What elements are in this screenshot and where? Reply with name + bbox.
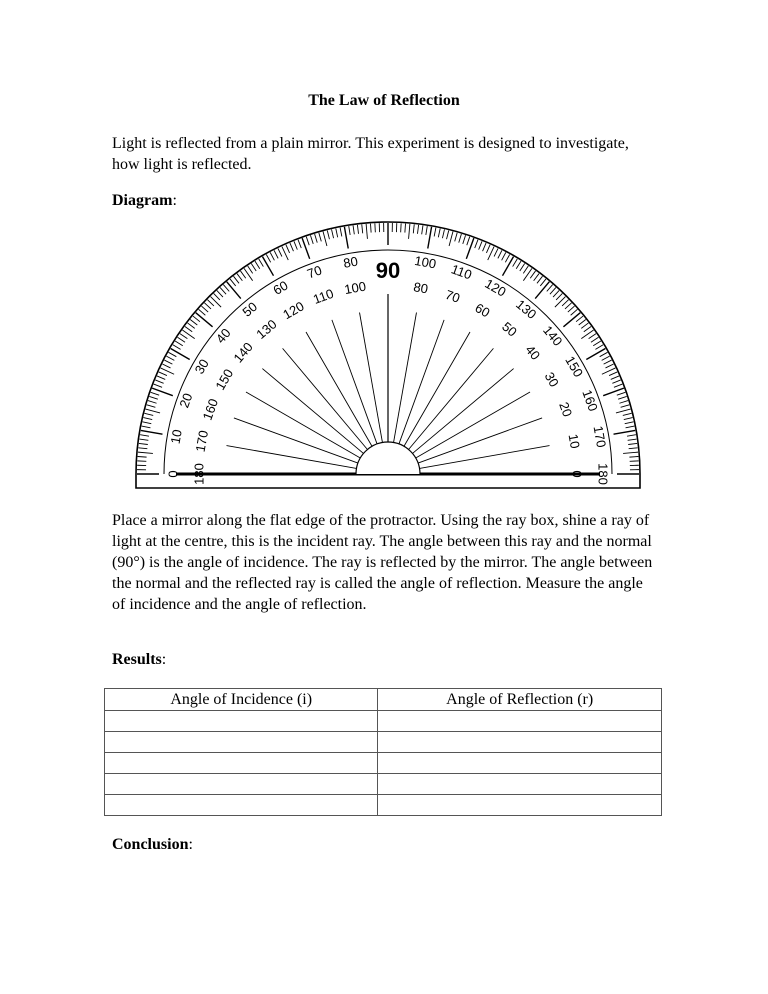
outer-scale-label: 20 [176,391,196,410]
degree-tick [591,337,599,342]
degree-tick [290,243,294,251]
degree-tick [349,226,350,235]
protractor-diagram [128,216,648,490]
radial-line [418,418,542,463]
degree-tick [553,290,559,297]
degree-tick [612,380,620,383]
degree-tick [523,268,532,280]
degree-tick [530,271,535,278]
radial-line [420,446,550,469]
outer-scale-label: 60 [270,277,291,298]
degree-tick [606,364,614,368]
degree-tick [502,252,506,260]
intro-paragraph: Light is reflected from a plain mirror. This experiment is designed to investigate, how light is reflected. [112,135,629,173]
degree-tick [563,313,580,327]
degree-tick [611,376,619,380]
degree-tick [556,293,562,299]
table-row [105,732,662,753]
degree-tick [409,224,410,239]
degree-tick [188,323,195,328]
degree-tick [618,396,627,399]
diagram-heading-label: Diagram [112,192,173,209]
degree-tick [323,232,327,246]
degree-tick [614,384,622,387]
degree-tick [581,330,593,339]
radial-line [306,332,372,446]
procedure-paragraph: Place a mirror along the flat edge of the protractor. Using the ray box, shine a ray of light at the centre, this is the incident ray. The angle between this ray and the normal (90°) is the angle of incidence. The ray is reflected by the mirror. The angle between the normal and the reflected ray is called the angle of reflection. Measure the angle of incidence and the angle of reflection. [112,512,653,613]
degree-tick [259,259,264,267]
outer-scale-label: 170 [590,424,610,449]
inner-scale-label: 110 [311,285,336,307]
degree-tick [614,430,636,434]
degree-tick [251,263,256,271]
degree-tick [628,443,637,444]
degree-tick [185,326,192,331]
degree-tick [602,356,610,360]
degree-tick [516,261,521,269]
degree-tick [306,237,309,246]
degree-tick [190,319,197,325]
degree-tick [595,345,603,350]
degree-tick [537,276,543,283]
degree-tick [154,384,162,387]
degree-tick [609,372,617,376]
degree-tick [248,266,253,273]
degree-tick [413,224,414,233]
degree-tick [503,257,514,276]
degree-tick [144,413,153,415]
degree-tick [619,401,628,404]
degree-tick [494,248,498,256]
degree-tick [571,309,578,315]
inner-scale-label: 30 [541,369,562,390]
inner-scale-label: 0 [569,470,585,478]
center-90-label: 90 [375,257,401,283]
radial-line [409,348,494,449]
degree-tick [143,418,152,420]
degree-tick [629,448,638,449]
degree-tick [366,224,367,239]
degree-tick [177,337,185,342]
degree-tick [162,364,170,368]
degree-tick [201,306,208,312]
degree-tick [159,372,167,376]
degree-tick [534,274,539,281]
degree-tick [565,303,572,309]
outer-scale-label: 120 [482,275,509,300]
degree-tick [315,234,318,243]
degree-tick [223,285,229,292]
degree-tick [584,326,591,331]
outer-scale-label: 80 [342,253,360,271]
results-heading-label: Results [112,651,162,668]
outer-scale-label: 160 [579,387,601,414]
degree-tick [227,282,241,299]
radial-line [332,320,377,444]
degree-tick [140,435,149,436]
inner-scale-label: 20 [556,399,576,419]
degree-tick [274,250,278,258]
table-row [105,795,662,816]
degree-tick [498,250,502,258]
degree-tick [447,230,449,239]
degree-tick [589,334,596,339]
inner-scale-label: 80 [412,279,430,297]
table-row [105,711,662,732]
degree-tick [230,279,236,286]
degree-tick [175,341,183,346]
inner-scale-label: 10 [565,432,583,450]
degree-tick [568,306,575,312]
degree-tick [405,224,406,233]
degree-tick [182,330,194,339]
degree-tick [147,405,156,407]
degree-tick [148,401,157,404]
degree-tick [603,388,624,396]
degree-tick [467,237,470,246]
degree-tick [624,418,633,420]
degree-tick [513,259,518,267]
inner-scale-label: 170 [192,429,212,454]
radial-line [413,369,514,454]
reflection-cell[interactable] [378,753,662,774]
inner-scale-label: 60 [472,300,493,321]
degree-tick [434,228,436,237]
degree-tick [157,376,165,380]
diagram-heading [112,192,177,210]
degree-tick [340,228,342,237]
results-table-header-row [105,689,662,711]
degree-tick [302,238,310,259]
degree-tick [344,227,348,249]
outer-scale-label: 50 [239,298,261,320]
degree-tick [138,452,153,453]
outer-scale-label: 110 [449,261,474,283]
degree-tick [579,319,586,325]
outer-scale-label: 180 [595,463,611,485]
radial-line [283,348,368,449]
conclusion-heading [112,836,193,854]
degree-tick [357,225,358,234]
degree-tick [621,405,630,407]
results-table [104,688,662,816]
degree-tick [173,345,181,350]
degree-tick [138,448,147,449]
degree-tick [336,228,338,237]
degree-tick [520,263,525,271]
radial-line [404,332,470,446]
degree-tick [164,360,172,364]
degree-tick [586,349,605,360]
degree-tick [139,439,148,440]
radial-line [234,418,358,463]
degree-tick [370,224,371,233]
results-heading-colon: : [161,651,167,668]
inner-scale-label: 180 [191,463,207,485]
degree-tick [626,426,635,428]
degree-tick [146,409,160,413]
degree-tick [139,443,148,444]
degree-tick [562,300,568,306]
radial-line [416,392,530,458]
inner-scale-label: 40 [522,342,544,363]
degree-tick [628,439,637,440]
degree-tick [604,360,612,364]
degree-tick [505,254,509,262]
outer-scale-label: 0 [165,470,181,478]
degree-tick [550,287,556,294]
degree-tick [151,392,160,395]
inner-scale-label: 70 [443,286,463,306]
degree-tick [266,254,270,262]
degree-tick [479,241,482,249]
degree-tick [240,271,245,278]
conclusion-heading-label: Conclusion [112,836,189,853]
degree-tick [294,241,297,249]
degree-tick [286,245,290,253]
degree-tick [298,240,301,248]
degree-tick [535,282,549,299]
degree-tick [332,229,334,238]
degree-tick [327,230,329,239]
outer-scale-label: 100 [413,252,438,272]
degree-tick [353,225,354,234]
degree-tick [319,233,321,242]
degree-tick [155,380,163,383]
degree-tick [623,452,638,453]
degree-tick [199,309,206,315]
degree-tick [442,229,444,238]
radial-line [360,312,383,442]
degree-tick [171,349,190,360]
degree-tick [547,285,553,292]
degree-tick [138,456,147,457]
diagram-heading-colon: : [172,192,177,209]
degree-tick [426,226,427,235]
degree-tick [623,413,632,415]
inner-scale-label: 120 [280,298,307,323]
degree-tick [483,243,487,251]
outer-scale-label: 150 [562,353,587,380]
radial-line [262,369,363,454]
outer-scale-label: 70 [305,262,324,282]
degree-tick [196,313,213,327]
degree-tick [237,274,242,281]
inner-scale-label: 140 [230,339,256,366]
inner-scale-label: 130 [253,316,280,342]
degree-tick [278,248,282,256]
degree-tick [428,227,432,249]
outer-scale-label: 30 [191,356,212,377]
degree-tick [629,456,638,457]
radial-line [246,392,360,458]
degree-tick [463,235,466,244]
reflection-column-header: Angle of Reflection (r) [378,689,662,711]
degree-tick [152,388,173,396]
degree-tick [486,245,490,253]
degree-tick [576,316,583,322]
degree-tick [180,334,187,339]
degree-tick [166,356,174,360]
degree-tick [466,238,474,259]
inner-scale-label: 100 [343,278,368,298]
degree-tick [204,303,211,309]
degree-tick [255,261,260,269]
degree-tick [244,268,253,280]
degree-tick [449,232,453,246]
degree-tick [362,224,363,233]
table-row [105,774,662,795]
degree-tick [214,293,220,299]
inner-scale-label: 50 [499,318,520,340]
degree-tick [617,392,626,395]
degree-tick [459,234,462,243]
degree-tick [422,225,423,234]
radial-line [399,320,444,444]
inner-scale-label: 160 [199,396,222,423]
degree-tick [593,341,601,346]
degree-tick [581,323,588,328]
reflection-cell[interactable] [378,774,662,795]
degree-tick [600,352,608,356]
degree-tick [625,422,634,424]
radial-line [226,446,356,469]
degree-tick [168,352,176,356]
degree-tick [555,297,566,308]
reflection-cell[interactable] [378,795,662,816]
outer-scale-label: 140 [540,322,566,349]
degree-tick [193,316,200,322]
incidence-cell[interactable] [105,711,378,732]
degree-tick [475,240,478,248]
degree-tick [455,233,457,242]
incidence-column-header: Angle of Incidence (i) [105,689,378,711]
page-title: The Law of Reflection [308,92,460,109]
degree-tick [149,396,158,399]
degree-tick [142,422,151,424]
degree-tick [217,290,223,297]
incidence-cell[interactable] [105,774,378,795]
degree-tick [310,235,313,244]
degree-tick [627,435,636,436]
degree-tick [540,279,546,286]
table-row [105,753,662,774]
degree-tick [263,257,274,276]
radial-line [394,312,417,442]
degree-tick [523,266,528,273]
outer-scale-label: 130 [513,296,540,322]
degree-tick [616,409,630,413]
incidence-cell[interactable] [105,753,378,774]
degree-tick [141,430,163,434]
conclusion-heading-colon: : [188,836,193,853]
outer-scale-label: 10 [167,428,185,446]
degree-tick [211,297,222,308]
inner-scale-label: 150 [212,366,237,393]
degree-tick [220,287,226,294]
degree-tick [207,300,213,306]
reflection-cell[interactable] [378,732,662,753]
degree-tick [233,276,239,283]
degree-tick [417,225,418,234]
incidence-cell[interactable] [105,732,378,753]
outer-scale-label: 40 [212,325,234,347]
reflection-cell[interactable] [378,711,662,732]
incidence-cell[interactable] [105,795,378,816]
results-heading [112,651,166,669]
degree-tick [270,252,274,260]
degree-tick [142,426,151,428]
degree-tick [438,228,440,237]
